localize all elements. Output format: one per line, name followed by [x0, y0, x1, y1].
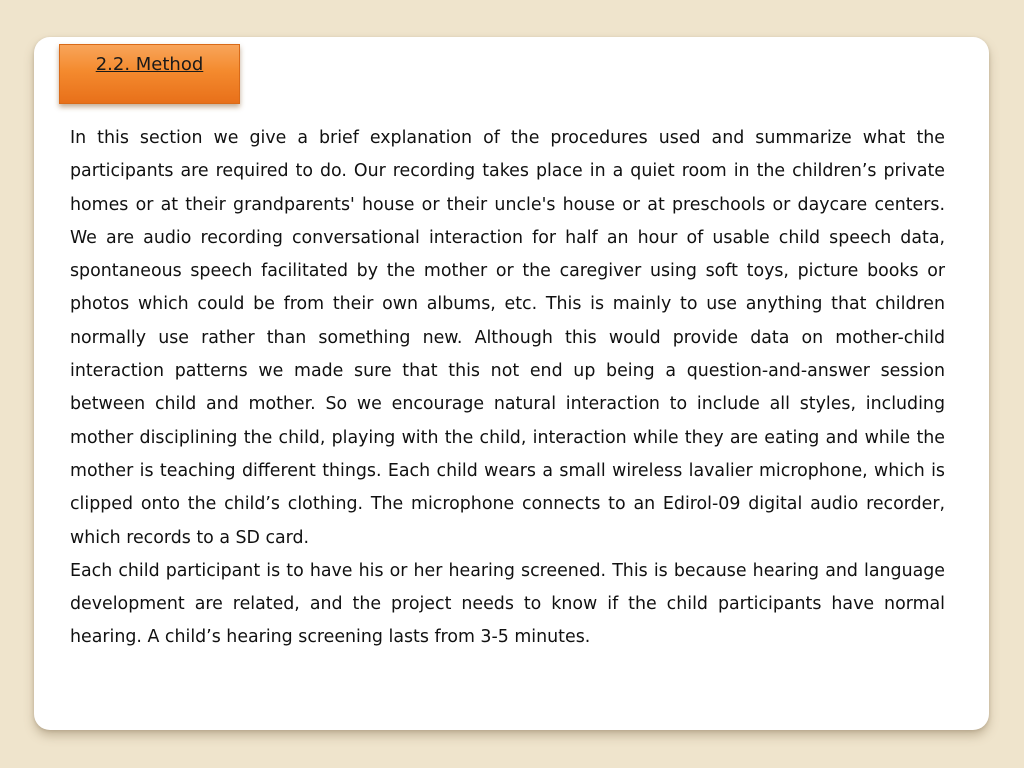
- body-paragraph: Each child participant is to have his or her hearing screened. This is because hearing and language development are related, and the project needs to know if the child participants have normal hearing. A child’s hearing screening lasts from 3-5 minutes.: [70, 560, 945, 648]
- slide-title[interactable]: 2.2. Method: [95, 54, 204, 75]
- body-paragraph: In this section we give a brief explanation of the procedures used and summarize what the participants are required to do. Our recording takes place in a quiet room in the children’s private homes or at their grandparents' house or their uncle's house or at preschools or daycare centers. We are audio recording conversational interaction for half an hour of usable child speech data, spontaneous speech facilitated by the mother or the caregiver using soft toys, picture books or photos which could be from their own albums, etc. This is mainly to use anything that children normally use rather than something new. Although this would provide data on mother-child interaction patterns we made sure that this not end up being a question-and-answer session between child and mother. So we encourage natural interaction to include all styles, including mother disciplining the child, playing with the child, interaction while they are eating and while the mother is teaching different things. Each child wears a small wireless lavalier microphone, which is clipped onto the child’s clothing. The microphone connects to an Edirol-09 digital audio recorder, which records to a SD card.: [70, 128, 945, 548]
- title-tab: [59, 44, 240, 104]
- slide-body: [70, 122, 945, 655]
